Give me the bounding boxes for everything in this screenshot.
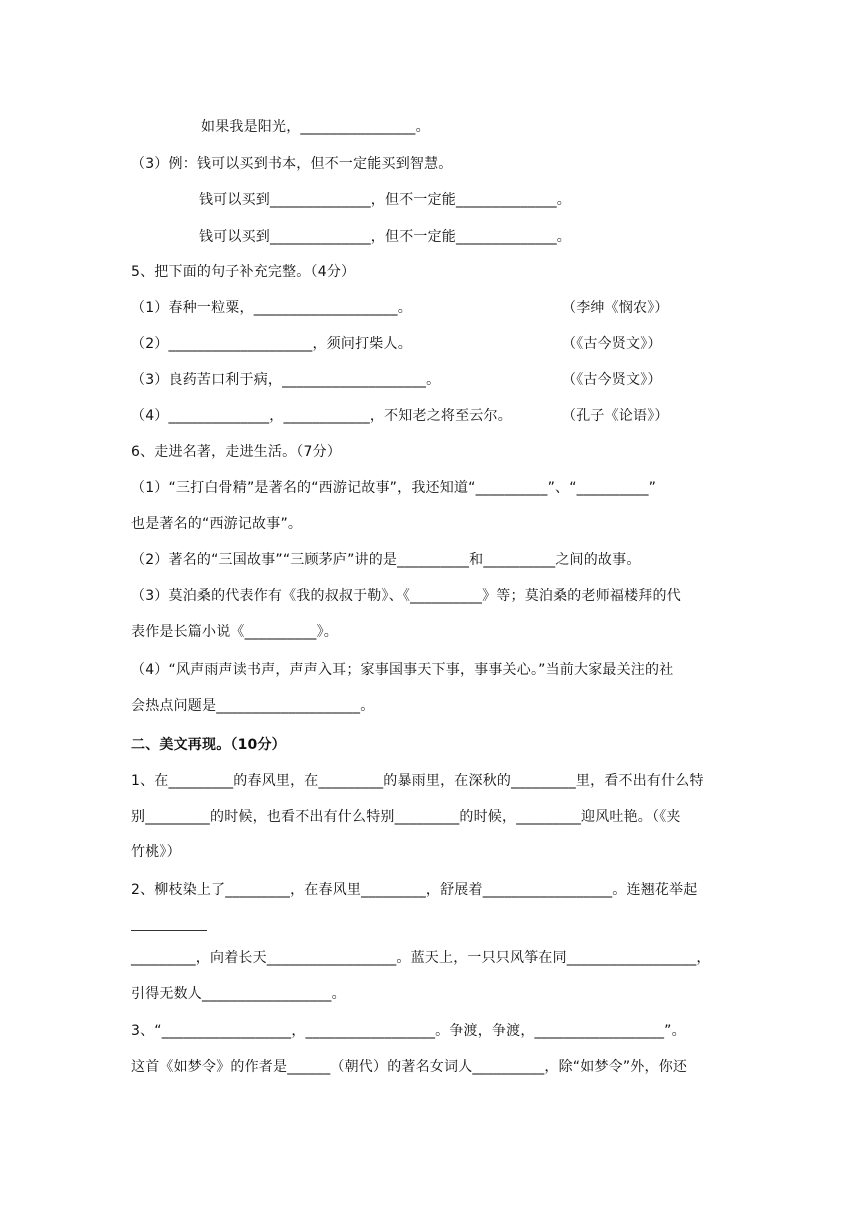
text-line: 钱可以买到______________，但不一定能______________。 — [199, 229, 571, 245]
text-line: _________，向着长天__________________。蓝天上，一只只风筝在同__________________， — [131, 950, 711, 966]
text-line: 1、在_________的春风里，在_________的暴雨里，在深秋的_________里，看不出有什么特 — [131, 773, 704, 789]
quote-source: （李绅《悯农》） — [562, 300, 669, 316]
quote-source: （《古今贤文》） — [562, 336, 662, 352]
part-heading: 二、美文再现。（10分） — [131, 737, 286, 753]
text-line: （2）____________________，须问打柴人。 — [131, 336, 412, 352]
text-line: 钱可以买到______________，但不一定能______________。 — [199, 192, 571, 208]
text-line: 竹桃》） — [131, 844, 181, 860]
text-line: 2、柳枝染上了_________，在春风里_________，舒展着__________________。连翘花举起 — [131, 882, 698, 898]
text-line: 会热点问题是____________________。 — [131, 698, 375, 714]
text-line: 这首《如梦令》的作者是______（朝代）的著名女词人__________，除“如梦令”外，你还 — [131, 1059, 688, 1075]
text-line: 引得无数人__________________。 — [131, 986, 346, 1002]
text-line: 别_________的时候，也看不出有什么特别_________的时候，_________迎风吐艳。（《夹 — [131, 809, 681, 825]
text-line: （4）______________，____________，不知老之将至云尔。 — [131, 408, 512, 424]
section-heading: 6、走进名著，走进生活。（7分） — [131, 444, 342, 460]
text-line: （4）“风声雨声读书声，声声入耳；家事国事天下事，事事关心。”当前大家最关注的社 — [131, 662, 674, 678]
text-line: 3、“__________________，__________________。争渡，争渡，__________________”。 — [131, 1023, 686, 1039]
text-line: （3）良药苦口利于病，____________________。 — [131, 372, 441, 388]
quote-source: （《古今贤文》） — [562, 372, 662, 388]
text-line: （3）例：钱可以买到书本，但不一定能买到智慧。 — [131, 156, 453, 172]
section-heading: 5、把下面的句子补充完整。（4分） — [131, 264, 356, 280]
text-line: （3）莫泊桑的代表作有《我的叔叔于勒》、《__________》等；莫泊桑的老师福楼拜的代 — [131, 588, 681, 604]
text-line: 也是著名的“西游记故事”。 — [131, 516, 303, 532]
text-line: （1）“三打白骨精”是著名的“西游记故事”，我还知道“__________”、“__________” — [131, 480, 657, 496]
text-line: （1）春种一粒粟，____________________。 — [131, 300, 412, 316]
text-line: （2）著名的“三国故事”“三顾茅庐”讲的是__________和__________之间的故事。 — [131, 552, 641, 568]
text-line: 表作是长篇小说《__________》。 — [131, 624, 338, 640]
text-line: 如果我是阳光，________________。 — [201, 119, 430, 135]
fill-blank-underline — [131, 930, 207, 931]
quote-source: （孔子《论语》） — [562, 408, 669, 424]
